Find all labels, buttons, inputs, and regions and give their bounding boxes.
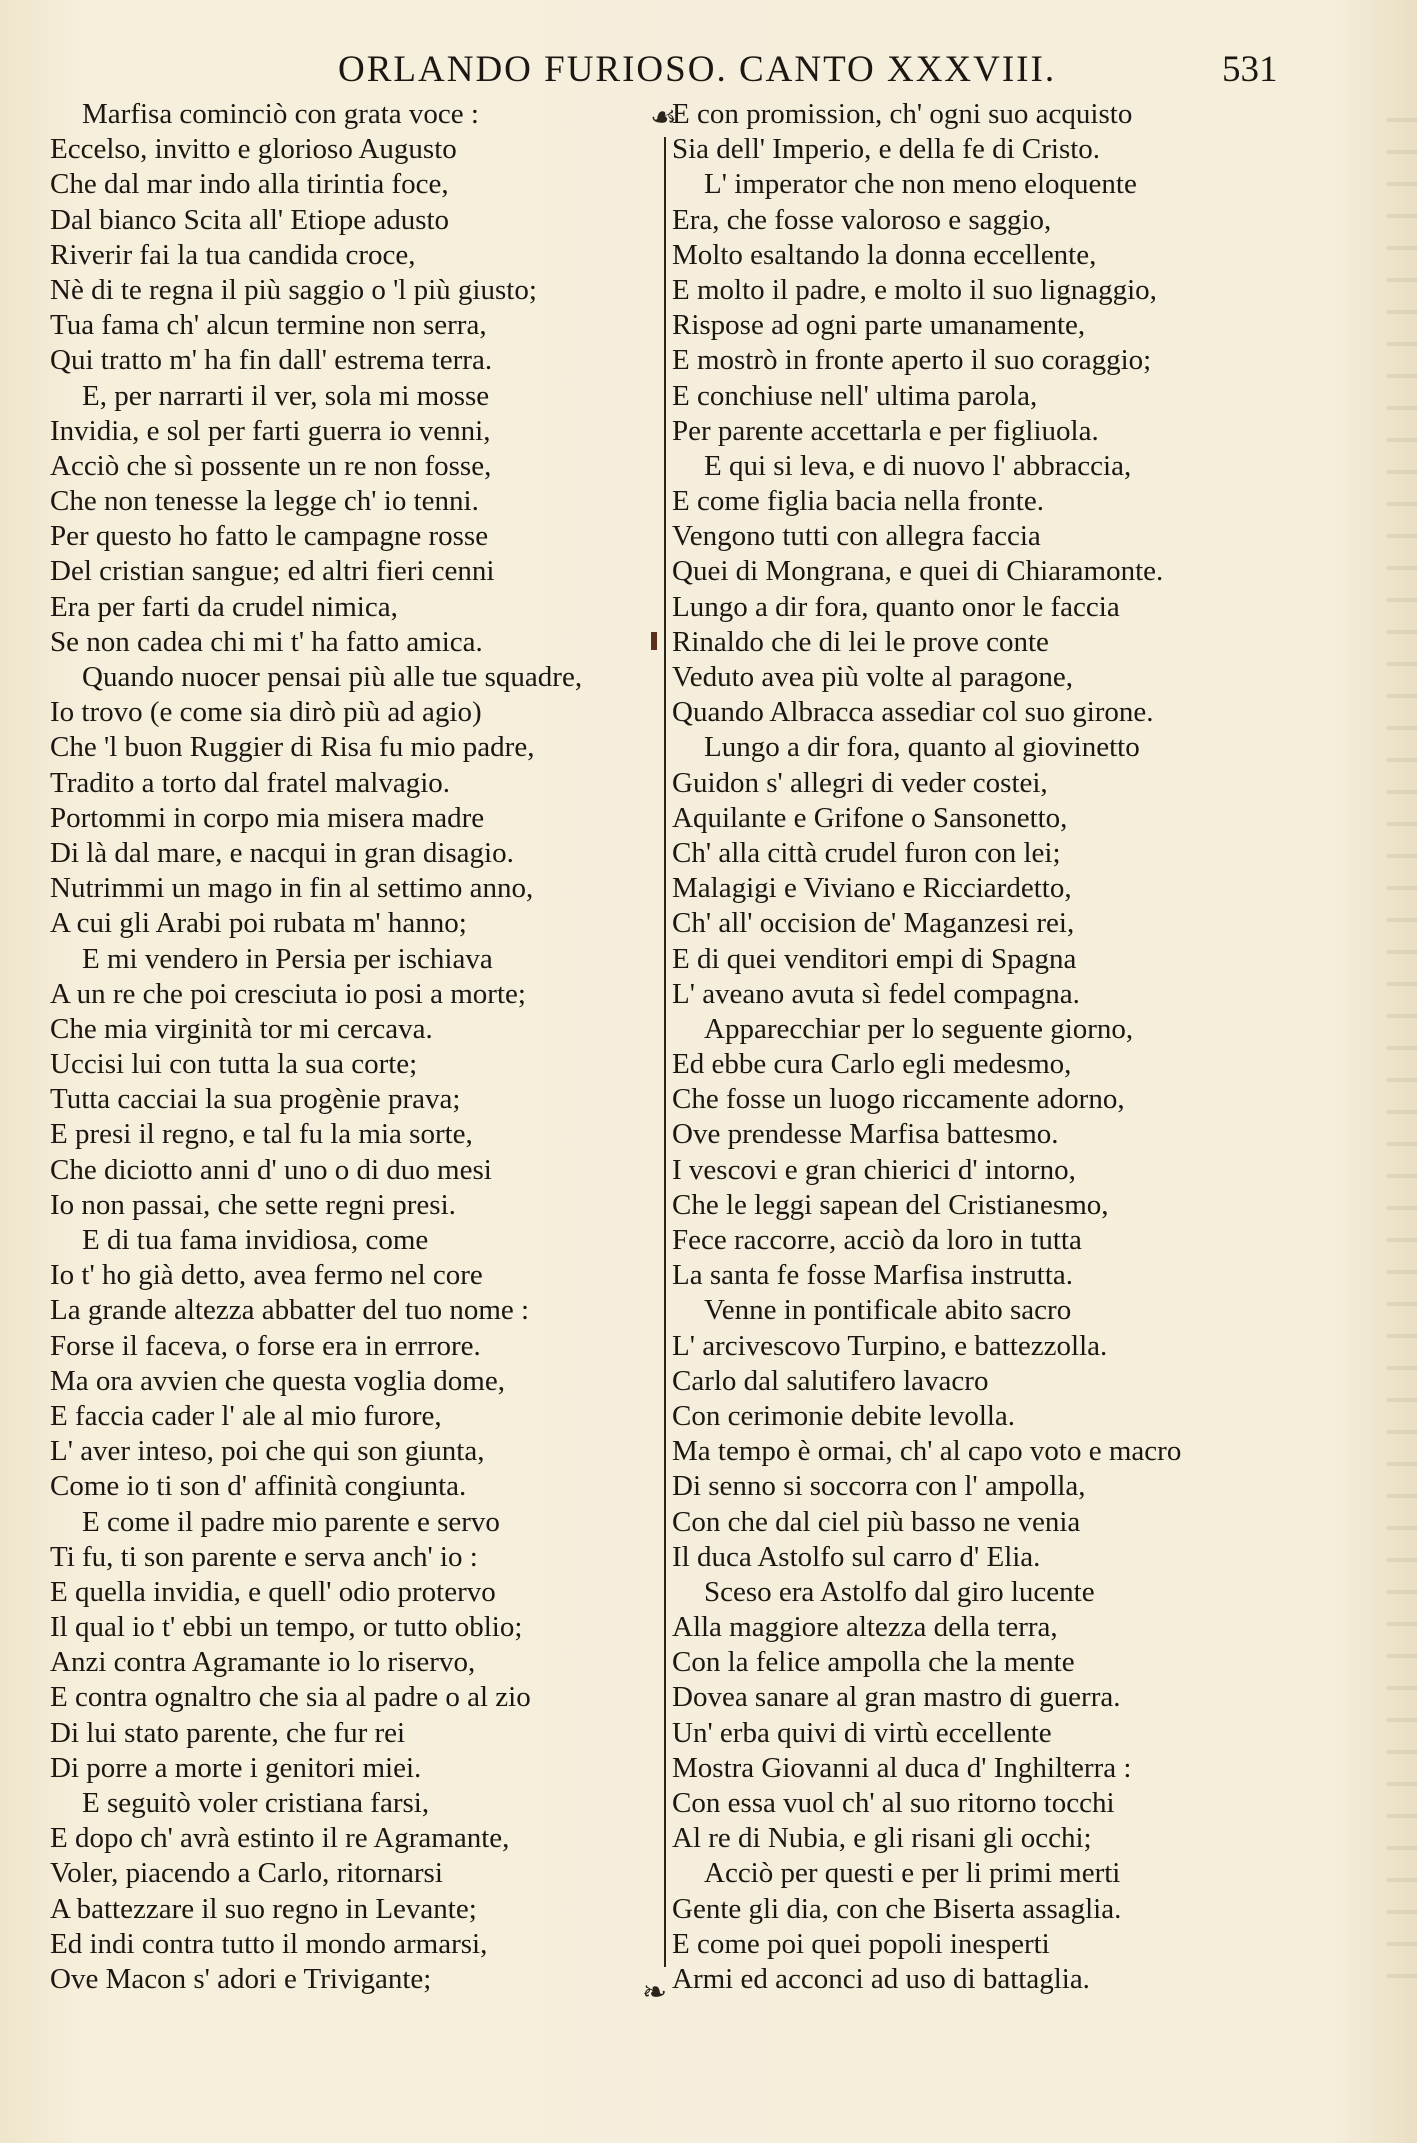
verse-line: Che non tenesse la legge ch' io tenni. (50, 485, 479, 518)
verse-line: Con che dal ciel più basso ne venia (672, 1505, 1081, 1538)
verse-line: Venne in pontificale abito sacro (704, 1294, 1072, 1327)
verse-line: Uccisi lui con tutta la sua corte; (50, 1048, 418, 1081)
verse-line: Tradito a torto dal fratel malvagio. (50, 766, 450, 799)
verse-line: Per parente accettarla e per figliuola. (672, 414, 1099, 447)
verse-line: Ove Macon s' adori e Trivigante; (50, 1962, 432, 1995)
verse-line: Che 'l buon Ruggier di Risa fu mio padre, (50, 731, 535, 764)
verse-line: Io trovo (e come sia dirò più ad agio) (50, 696, 482, 729)
verse-line: E come poi quei popoli inesperti (672, 1927, 1050, 1960)
verse-line: Come io ti son d' affinità congiunta. (50, 1470, 467, 1503)
verse-line: Sia dell' Imperio, e della fe di Cristo. (672, 133, 1101, 166)
verse-line: E molto il padre, e molto il suo lignaggio, (672, 273, 1157, 306)
verse-line: Era per farti da crudel nimica, (50, 590, 398, 623)
verse-line: Alla maggiore altezza della terra, (672, 1611, 1058, 1644)
verse-line: Ma ora avvien che questa voglia dome, (50, 1364, 505, 1397)
verse-line: Di porre a morte i genitori miei. (50, 1751, 422, 1784)
facing-page-bleed (1387, 90, 1417, 1990)
verse-line: Mostra Giovanni al duca d' Inghilterra : (672, 1751, 1132, 1784)
verse-line: Un' erba quivi di virtù eccellente (672, 1716, 1052, 1749)
verse-line: L' aveano avuta sì fedel compagna. (672, 977, 1080, 1010)
verse-line: Rinaldo che di lei le prove conte (672, 625, 1049, 658)
verse-line: Portommi in corpo mia misera madre (50, 801, 485, 834)
verse-line: Gente gli dia, con che Biserta assaglia. (672, 1892, 1122, 1925)
verse-line: Che fosse un luogo riccamente adorno, (672, 1083, 1125, 1116)
verse-line: Ove prendesse Marfisa battesmo. (672, 1118, 1059, 1151)
verse-line: E di quei venditori empi di Spagna (672, 942, 1077, 975)
verse-line: Invidia, e sol per farti guerra io venni, (50, 414, 491, 447)
verse-line: Ed ebbe cura Carlo egli medesmo, (672, 1048, 1072, 1081)
verse-line: Che diciotto anni d' uno o di duo mesi (50, 1153, 492, 1186)
verse-line: E mi vendero in Persia per ischiava (82, 942, 493, 975)
verse-line: E presi il regno, e tal fu la mia sorte, (50, 1118, 473, 1151)
verse-line: E come il padre mio parente e servo (82, 1505, 500, 1538)
verse-line: E come figlia bacia nella fronte. (672, 485, 1044, 518)
verse-line: E faccia cader l' ale al mio furore, (50, 1399, 442, 1432)
verse-line: Lungo a dir fora, quanto al giovinetto (704, 731, 1140, 764)
verse-line: Nè di te regna il più saggio o 'l più giusto; (50, 273, 537, 306)
verse-line: Guidon s' allegri di veder costei, (672, 766, 1048, 799)
verse-line: L' imperator che non meno eloquente (704, 168, 1137, 201)
verse-line: Quando Albracca assediar col suo girone. (672, 696, 1154, 729)
left-column (50, 97, 680, 1997)
verse-line: Io non passai, che sette regni presi. (50, 1188, 456, 1221)
verse-line: Apparecchiar per lo seguente giorno, (704, 1012, 1134, 1045)
verse-line: Riverir fai la tua candida croce, (50, 238, 416, 271)
verse-line: Aquilante e Grifone o Sansonetto, (672, 801, 1068, 834)
page-header (0, 48, 1417, 98)
verse-line: Ma tempo è ormai, ch' al capo voto e macro (672, 1435, 1182, 1468)
verse-line: Che le leggi sapean del Cristianesmo, (672, 1188, 1109, 1221)
verse-line: E, per narrarti il ver, sola mi mosse (82, 379, 490, 412)
verse-line: L' aver inteso, poi che qui son giunta, (50, 1435, 485, 1468)
verse-line: A cui gli Arabi poi rubata m' hanno; (50, 907, 467, 940)
verse-line: Acciò per questi e per li primi merti (704, 1857, 1121, 1890)
verse-line: Ch' alla città crudel furon con lei; (672, 836, 1061, 869)
verse-line: E dopo ch' avrà estinto il re Agramante, (50, 1822, 510, 1855)
verse-line: Quando nuocer pensai più alle tue squadre, (82, 661, 583, 693)
verse-line: La grande altezza abbatter del tuo nome : (50, 1294, 530, 1327)
verse-line: Che mia virginità tor mi cercava. (50, 1012, 433, 1045)
verse-line: Dovea sanare al gran mastro di guerra. (672, 1681, 1121, 1714)
verse-line: Marfisa cominciò con grata voce : (82, 98, 479, 130)
verse-line: Tutta cacciai la sua progènie prava; (50, 1083, 461, 1116)
verse-line: Ti fu, ti son parente e serva anch' io : (50, 1540, 478, 1573)
verse-line: Il duca Astolfo sul carro d' Elia. (672, 1540, 1041, 1573)
verse-line: Di là dal mare, e nacqui in gran disagio. (50, 836, 514, 869)
verse-line: Fece raccorre, acciò da loro in tutta (672, 1224, 1082, 1256)
verse-line: Per questo ho fatto le campagne rosse (50, 520, 489, 553)
verse-line: Con cerimonie debite levolla. (672, 1399, 1016, 1432)
verse-line: Era, che fosse valoroso e saggio, (672, 203, 1052, 236)
verse-line: Veduto avea più volte al paragone, (672, 661, 1074, 693)
verse-line: Di lui stato parente, che fur rei (50, 1716, 406, 1749)
verse-line: Nutrimmi un mago in fin al settimo anno, (50, 872, 534, 905)
verse-line: Quei di Mongrana, e quei di Chiaramonte. (672, 555, 1164, 588)
verse-line: Lungo a dir fora, quanto onor le faccia (672, 590, 1120, 623)
verse-line: Carlo dal salutifero lavacro (672, 1364, 989, 1397)
verse-line: E qui si leva, e di nuovo l' abbraccia, (704, 449, 1132, 482)
verse-line: Che dal mar indo alla tirintia foce, (50, 168, 449, 201)
verse-line: Con essa vuol ch' al suo ritorno tocchi (672, 1787, 1115, 1819)
verse-line: Qui tratto m' ha fin dall' estrema terra. (50, 344, 493, 377)
verse-line: Dal bianco Scita all' Etiope adusto (50, 203, 450, 236)
verse-line: Eccelso, invitto e glorioso Augusto (50, 133, 457, 166)
verse-line: Il qual io t' ebbi un tempo, or tutto oblio; (50, 1611, 523, 1644)
verse-line: E di tua fama invidiosa, come (82, 1224, 429, 1256)
verse-line: Del cristian sangue; ed altri fieri cenni (50, 555, 495, 588)
verse-line: E mostrò in fronte aperto il suo coraggio; (672, 344, 1152, 377)
verse-line: Acciò che sì possente un re non fosse, (50, 449, 492, 482)
verse-line: Al re di Nubia, e gli risani gli occhi; (672, 1822, 1092, 1855)
verse-line: Voler, piacendo a Carlo, ritornarsi (50, 1857, 443, 1890)
verse-line: E quella invidia, e quell' odio protervo (50, 1575, 496, 1608)
fleuron-top-icon: ☙ (650, 100, 677, 135)
right-column (672, 97, 1302, 1997)
page-number: 531 (1222, 49, 1278, 90)
fleuron-bottom-icon: ❧ (642, 1975, 668, 2010)
verse-line: Ch' all' occision de' Maganzesi rei, (672, 907, 1075, 940)
verse-line: Se non cadea chi mi t' ha fatto amica. (50, 625, 483, 658)
verse-line: Molto esaltando la donna eccellente, (672, 238, 1097, 271)
verse-line: Ed indi contra tutto il mondo armarsi, (50, 1927, 488, 1960)
verse-line: A un re che poi cresciuta io posi a morte; (50, 977, 526, 1010)
verse-line: Sceso era Astolfo dal giro lucente (704, 1575, 1095, 1608)
verse-line: Armi ed acconci ad uso di battaglia. (672, 1962, 1090, 1995)
verse-line: Di senno si soccorra con l' ampolla, (672, 1470, 1086, 1503)
verse-line: Forse il faceva, o forse era in errrore. (50, 1329, 481, 1362)
verse-line: Anzi contra Agramante io lo riservo, (50, 1646, 476, 1679)
verse-line: Vengono tutti con allegra faccia (672, 520, 1041, 553)
running-head: ORLANDO FURIOSO. CANTO XXXVIII. (338, 49, 1057, 90)
verse-line: Con la felice ampolla che la mente (672, 1646, 1075, 1679)
verse-line: E con promission, ch' ogni suo acquisto (672, 98, 1133, 130)
verse-line: E conchiuse nell' ultima parola, (672, 379, 1038, 412)
verse-line: E contra ognaltro che sia al padre o al zio (50, 1681, 531, 1714)
verse-line: L' arcivescovo Turpino, e battezzolla. (672, 1329, 1108, 1362)
verse-line: E seguitò voler cristiana farsi, (82, 1787, 430, 1819)
verse-line: Rispose ad ogni parte umanamente, (672, 309, 1086, 342)
verse-line: I vescovi e gran chierici d' intorno, (672, 1153, 1076, 1186)
verse-line: Malagigi e Viviano e Ricciardetto, (672, 872, 1072, 905)
verse-line: La santa fe fosse Marfisa instrutta. (672, 1259, 1074, 1292)
verse-line: Io t' ho già detto, avea fermo nel core (50, 1259, 483, 1292)
verse-line: A battezzare il suo regno in Levante; (50, 1892, 477, 1925)
verse-line: Tua fama ch' alcun termine non serra, (50, 309, 487, 342)
